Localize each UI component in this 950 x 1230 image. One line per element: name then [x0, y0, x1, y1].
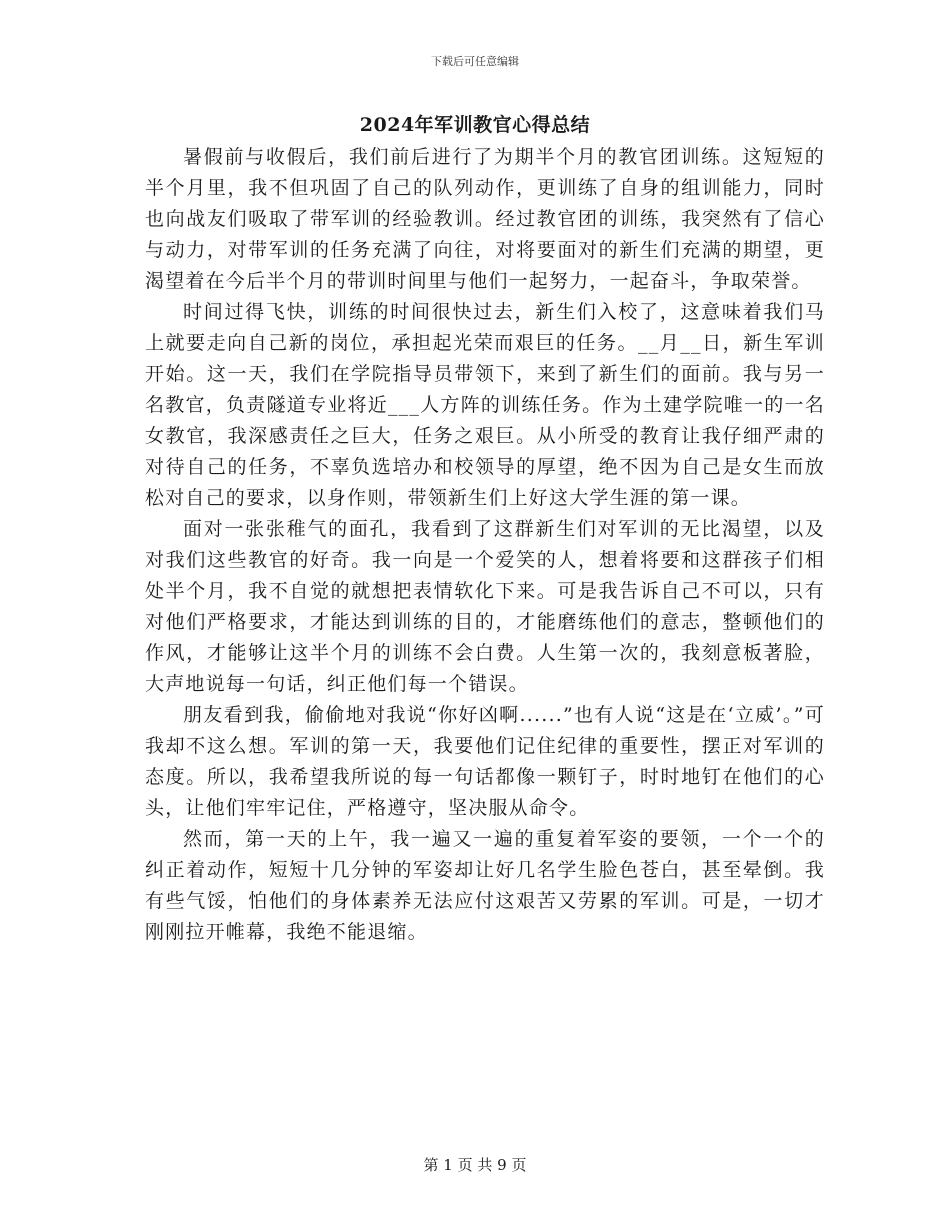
paragraph: 朋友看到我，偷偷地对我说“你好凶啊......”也有人说“这是在‘立威’。”可我却不这么想。军训的第一天，我要他们记住纪律的重要性，摆正对军训的态度。所以，我希望我所说的每一句话都像一颗钉子，时时地钉在他们的心头，让他们牢牢记住，严格遵守，坚决服从命令。	[145, 704, 825, 819]
paragraph: 然而，第一天的上午，我一遍又一遍的重复着军姿的要领，一个一个的纠正着动作，短短十几分钟的军姿却让好几名学生脸色苍白，甚至晕倒。我有些气馁，怕他们的身体素养无法应付这艰苦又劳累的军训。可是，一切才刚刚拉开帷幕，我绝不能退缩。	[145, 828, 825, 943]
header-note: 下载后可任意编辑	[431, 55, 519, 68]
document-body	[145, 142, 825, 948]
paragraph: 暑假前与收假后，我们前后进行了为期半个月的教官团训练。这短短的半个月里，我不但巩固了自己的队列动作，更训练了自身的组训能力，同时也向战友们吸取了带军训的经验教训。经过教官团的训练，我突然有了信心与动力，对带军训的任务充满了向往，对将要面对的新生们充满的期望，更渴望着在今后半个月的带训时间里与他们一起努力，一起奋斗，争取荣誉。	[145, 146, 825, 292]
document-title: 2024年军训教官心得总结	[359, 114, 591, 136]
paragraph: 时间过得飞快，训练的时间很快过去，新生们入校了，这意味着我们马上就要走向自己新的岗位，承担起光荣而艰巨的任务。__月__日，新生军训开始。这一天，我们在学院指导员带领下，来到了新生们的面前。我与另一名教官，负责隧道专业将近___人方阵的训练任务。作为土建学院唯一的一名女教官，我深感责任之巨大，任务之艰巨。从小所受的教育让我仔细严肃的对待自己的任务，不辜负选培办和校领导的厚望，绝不因为自己是女生而放松对自己的要求，以身作则，带领新生们上好这大学生涯的第一课。	[145, 301, 825, 509]
page-footer: 第 1 页 共 9 页	[423, 1156, 527, 1174]
paragraph: 面对一张张稚气的面孔，我看到了这群新生们对军训的无比渴望，以及对我们这些教官的好奇。我一向是一个爱笑的人，想着将要和这群孩子们相处半个月，我不自觉的就想把表情软化下来。可是我告诉自己不可以，只有对他们严格要求，才能达到训练的目的，才能磨练他们的意志，整顿他们的作风，才能够让这半个月的训练不会白费。人生第一次的，我刻意板著脸，大声地说每一句话，纠正他们每一个错误。	[145, 518, 825, 695]
